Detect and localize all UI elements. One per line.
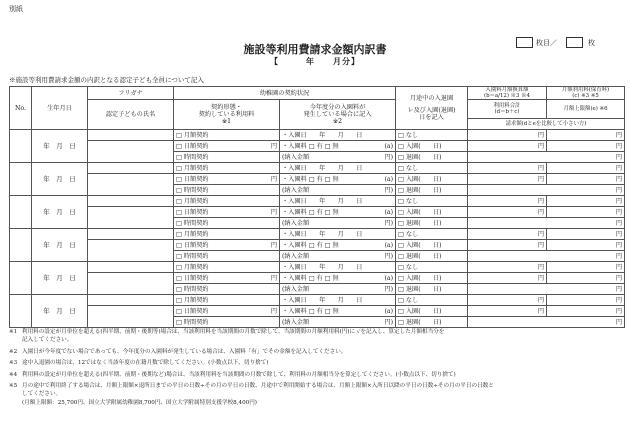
midyear-none-checkbox[interactable]: □ なし	[396, 295, 468, 306]
midyear-enter-checkbox[interactable]: □ 入園( 日)	[396, 240, 468, 251]
table-row	[10, 229, 625, 240]
row-number	[10, 262, 32, 295]
limit-field[interactable]: 円	[547, 174, 625, 185]
enroll-paid-field[interactable]: (納入金額 円)	[280, 284, 396, 295]
header-fee-current: 今年度分の入園料が 発生している場合に記入 ※2	[280, 100, 396, 130]
footnote	[9, 371, 621, 379]
footnote-mark: ※5	[9, 383, 18, 390]
monthly-fee-field[interactable]: 円	[468, 229, 547, 240]
plan-hourly-checkbox[interactable]: □ 時間契約	[174, 317, 280, 328]
total-fee-field[interactable]: 円	[468, 240, 547, 251]
monthly-fee-field[interactable]: 円	[468, 163, 547, 174]
enroll-fee-field[interactable]: ・入園料 □ 有 □ 無 (a)	[280, 141, 396, 152]
footnote-mark	[9, 336, 22, 344]
footnote-text: 入園日が今年度でない場合であっても、今年度分の入園料が発生している場合は、入園料「有」でその金額を記入してください。	[22, 348, 347, 355]
total-fee-field[interactable]: 円	[468, 174, 547, 185]
footnote	[9, 328, 621, 336]
header-birthdate: 生年月日	[32, 87, 88, 130]
table-row-part	[10, 306, 625, 317]
footnote-text: 途中入退園の場合は、12ではなく当該年度の在籍月数で除してください。(小数点以下、切り捨て)	[22, 360, 269, 367]
midyear-enter-checkbox[interactable]: □ 入園( 日)	[396, 273, 468, 284]
total-fee-field[interactable]: 円	[468, 306, 547, 317]
plan-monthly-checkbox[interactable]: □ 月額契約	[174, 163, 280, 174]
midyear-none-checkbox[interactable]: □ なし	[396, 163, 468, 174]
midyear-leave-checkbox[interactable]: □ 退園( 日)	[396, 284, 468, 295]
enroll-fee-field[interactable]: ・入園料 □ 有 □ 無 (a)	[280, 306, 396, 317]
plan-monthly-checkbox[interactable]: □ 月額契約	[174, 229, 280, 240]
header-claim: 請求額(dとeを比較して小さい方)	[468, 119, 625, 130]
enroll-date-field[interactable]: ・入園日 年 月 日	[280, 229, 396, 240]
enroll-date-field[interactable]: ・入園日 年 月 日	[280, 130, 396, 141]
monthly-fee-field[interactable]: 円	[468, 262, 547, 273]
child-name-field[interactable]	[88, 273, 174, 295]
furigana-field[interactable]	[88, 262, 174, 273]
enroll-fee-field[interactable]: ・入園料 □ 有 □ 無 (a)	[280, 207, 396, 218]
table-row	[10, 196, 625, 207]
claim-breakdown-table	[9, 86, 625, 328]
enroll-paid-field[interactable]: (納入金額 円)	[280, 218, 396, 229]
limit-field[interactable]: 円	[547, 207, 625, 218]
table-row-part	[10, 141, 625, 152]
furigana-field[interactable]	[88, 229, 174, 240]
footnote-text: 記入してください。	[22, 337, 73, 344]
footnote-mark: ※1	[9, 329, 18, 335]
furigana-field[interactable]	[88, 196, 174, 207]
plan-daily-checkbox[interactable]: □ 日額契約 円	[174, 240, 280, 251]
enroll-fee-field[interactable]: ・入園料 □ 有 □ 無 (a)	[280, 240, 396, 251]
plan-hourly-checkbox[interactable]: □ 時間契約	[174, 284, 280, 295]
enroll-date-field[interactable]: ・入園日 年 月 日	[280, 295, 396, 306]
plan-monthly-checkbox[interactable]: □ 月額契約	[174, 130, 280, 141]
monthly-fee-field[interactable]: 円	[468, 196, 547, 207]
midyear-enter-checkbox[interactable]: □ 入園( 日)	[396, 207, 468, 218]
child-name-field[interactable]	[88, 207, 174, 229]
header-furigana: フリガナ	[88, 87, 174, 100]
footnote	[9, 399, 621, 407]
header-contract-form: 契約形態・ 契約している利用料 ※1	[174, 100, 280, 130]
birthdate-field[interactable]: 年 月 日	[32, 262, 88, 295]
plan-daily-checkbox[interactable]: □ 日額契約 円	[174, 306, 280, 317]
enroll-date-field[interactable]: ・入園日 年 月 日	[280, 262, 396, 273]
footnote	[9, 390, 621, 398]
row-number	[10, 196, 32, 229]
header-no: No.	[10, 87, 32, 130]
child-name-field[interactable]	[88, 306, 174, 328]
header-limit: 月額上限額(e) ※6	[547, 100, 625, 119]
total-fee-field[interactable]: 円	[468, 141, 547, 152]
monthly-use-field[interactable]: 円	[547, 163, 625, 174]
birthdate-field[interactable]: 年 月 日	[32, 295, 88, 328]
plan-daily-checkbox[interactable]: □ 日額契約 円	[174, 273, 280, 284]
table-row-part	[10, 240, 625, 251]
footnote	[9, 336, 621, 344]
separate-sheet-label: 別紙	[9, 5, 23, 13]
plan-monthly-checkbox[interactable]: □ 月額契約	[174, 295, 280, 306]
header-child-name: 認定子どもの氏名	[88, 100, 174, 130]
table-row	[10, 262, 625, 273]
page-total-label: 枚	[588, 39, 595, 47]
midyear-none-checkbox[interactable]: □ なし	[396, 229, 468, 240]
footnote-text: 利用料の設定が月単位を超える(四半期、前期・後期等)場合は、当該利用料を当該期間の月数で除して、当該期間の月額利用料(円)に ✓を記入し、算定した月額相当分を	[22, 329, 445, 335]
document-title: 施設等利用費請求金額内訳書	[243, 43, 387, 56]
claim-amount-field[interactable]: 円	[468, 152, 625, 163]
monthly-use-field[interactable]: 円	[547, 196, 625, 207]
birthdate-field[interactable]: 年 月 日	[32, 163, 88, 196]
plan-hourly-checkbox[interactable]: □ 時間契約	[174, 152, 280, 163]
furigana-field[interactable]	[88, 295, 174, 306]
enroll-paid-field[interactable]: (納入金額 円)	[280, 317, 396, 328]
footnote-text: 利用料の設定が月単位を超える(四半期、前期・後期など)場合は、当該利用料を当該期間の月数で除して、利用料の月額相当分を算定してください。(小数点以下、切り捨て)	[22, 371, 456, 378]
furigana-field[interactable]	[88, 130, 174, 141]
monthly-use-field[interactable]: 円	[547, 229, 625, 240]
footnote-text: (月額上限額：25,700円、国立大学附属幼稚園8,700円、国立大学附属特別支援学校8,400円)	[22, 399, 257, 406]
footnote-mark	[9, 399, 22, 407]
midyear-leave-checkbox[interactable]: □ 退園( 日)	[396, 185, 468, 196]
header-total-fee: 利用料合計 (d＝b＋c)	[468, 100, 547, 119]
monthly-use-field[interactable]: 円	[547, 130, 625, 141]
instruction-note: ※施設等利用費請求金額の内訳となる認定子ども全員について記入	[9, 76, 204, 84]
claim-amount-field[interactable]: 円	[468, 284, 625, 295]
footnote-mark: ※3	[9, 360, 18, 367]
plan-daily-checkbox[interactable]: □ 日額契約 円	[174, 141, 280, 152]
footnote-mark	[9, 390, 22, 398]
footnote-mark: ※4	[9, 371, 18, 378]
claim-amount-field[interactable]: 円	[468, 185, 625, 196]
midyear-none-checkbox[interactable]: □ なし	[396, 262, 468, 273]
enroll-fee-field[interactable]: ・入園料 □ 有 □ 無 (a)	[280, 174, 396, 185]
row-number	[10, 163, 32, 196]
plan-hourly-checkbox[interactable]: □ 時間契約	[174, 185, 280, 196]
child-name-field[interactable]	[88, 141, 174, 163]
footnote	[9, 348, 621, 356]
header-monthly-fee: 入園料月額換算額 (b＝a/12) ※3 ※4	[468, 87, 547, 100]
footnote-mark: ※2	[9, 348, 18, 355]
footnote-text: してください。	[22, 391, 62, 398]
claim-amount-field[interactable]: 円	[468, 317, 625, 328]
table-row	[10, 295, 625, 306]
midyear-enter-checkbox[interactable]: □ 入園( 日)	[396, 306, 468, 317]
birthdate-field[interactable]: 年 月 日	[32, 229, 88, 262]
midyear-none-checkbox[interactable]: □ なし	[396, 130, 468, 141]
midyear-enter-checkbox[interactable]: □ 入園( 日)	[396, 141, 468, 152]
page-number-label: 枚目／	[536, 39, 557, 47]
monthly-use-field[interactable]: 円	[547, 295, 625, 306]
plan-hourly-checkbox[interactable]: □ 時間契約	[174, 218, 280, 229]
midyear-leave-checkbox[interactable]: □ 退園( 日)	[396, 218, 468, 229]
enroll-date-field[interactable]: ・入園日 年 月 日	[280, 163, 396, 174]
plan-daily-checkbox[interactable]: □ 日額契約 円	[174, 207, 280, 218]
child-name-field[interactable]	[88, 174, 174, 196]
table-row	[10, 163, 625, 174]
enroll-paid-field[interactable]: (納入金額 円)	[280, 185, 396, 196]
table-row-part	[10, 207, 625, 218]
midyear-none-checkbox[interactable]: □ なし	[396, 196, 468, 207]
midyear-leave-checkbox[interactable]: □ 退園( 日)	[396, 251, 468, 262]
enroll-paid-field[interactable]: (納入金額 円)	[280, 251, 396, 262]
footnote	[9, 382, 621, 390]
midyear-enter-checkbox[interactable]: □ 入園( 日)	[396, 174, 468, 185]
birthdate-field[interactable]: 年 月 日	[32, 196, 88, 229]
plan-daily-checkbox[interactable]: □ 日額契約 円	[174, 174, 280, 185]
monthly-fee-field[interactable]: 円	[468, 130, 547, 141]
furigana-field[interactable]	[88, 163, 174, 174]
enroll-fee-field[interactable]: ・入園料 □ 有 □ 無 (a)	[280, 273, 396, 284]
row-number	[10, 130, 32, 163]
header-contract-status: 幼稚園の契約状況	[174, 87, 396, 100]
limit-field[interactable]: 円	[547, 141, 625, 152]
limit-field[interactable]: 円	[547, 306, 625, 317]
total-fee-field[interactable]: 円	[468, 273, 547, 284]
enroll-paid-field[interactable]: (納入金額 円)	[280, 152, 396, 163]
enroll-date-field[interactable]: ・入園日 年 月 日	[280, 196, 396, 207]
birthdate-field[interactable]: 年 月 日	[32, 130, 88, 163]
limit-field[interactable]: 円	[547, 240, 625, 251]
table-row-part	[10, 273, 625, 284]
plan-hourly-checkbox[interactable]: □ 時間契約	[174, 251, 280, 262]
claim-amount-field[interactable]: 円	[468, 218, 625, 229]
monthly-fee-field[interactable]: 円	[468, 295, 547, 306]
footnote	[9, 359, 621, 367]
row-number	[10, 295, 32, 328]
document-period: 【 年 月分】	[270, 56, 360, 66]
monthly-use-field[interactable]: 円	[547, 262, 625, 273]
child-name-field[interactable]	[88, 240, 174, 262]
midyear-leave-checkbox[interactable]: □ 退園( 日)	[396, 317, 468, 328]
footnote-text: 月の途中で利用終了する場合は、月額上限額×退所日までの平日の日数÷その月の平日の日数、月途中で利用開始する場合は、月額上限額×入所日以降の平日の日数÷その月の平日の日数と	[22, 383, 494, 390]
midyear-leave-checkbox[interactable]: □ 退園( 日)	[396, 152, 468, 163]
total-fee-field[interactable]: 円	[468, 207, 547, 218]
table-row	[10, 130, 625, 141]
header-monthly-use: 月額利用料(保育料) (c) ※3 ※5	[547, 87, 625, 100]
row-number	[10, 229, 32, 262]
table-row-part	[10, 174, 625, 185]
header-midyear: 月途中の入退園 レ及び入園(退園) 日を記入	[396, 87, 468, 130]
plan-monthly-checkbox[interactable]: □ 月額契約	[174, 196, 280, 207]
plan-monthly-checkbox[interactable]: □ 月額契約	[174, 262, 280, 273]
claim-amount-field[interactable]: 円	[468, 251, 625, 262]
footnotes	[9, 328, 621, 407]
limit-field[interactable]: 円	[547, 273, 625, 284]
